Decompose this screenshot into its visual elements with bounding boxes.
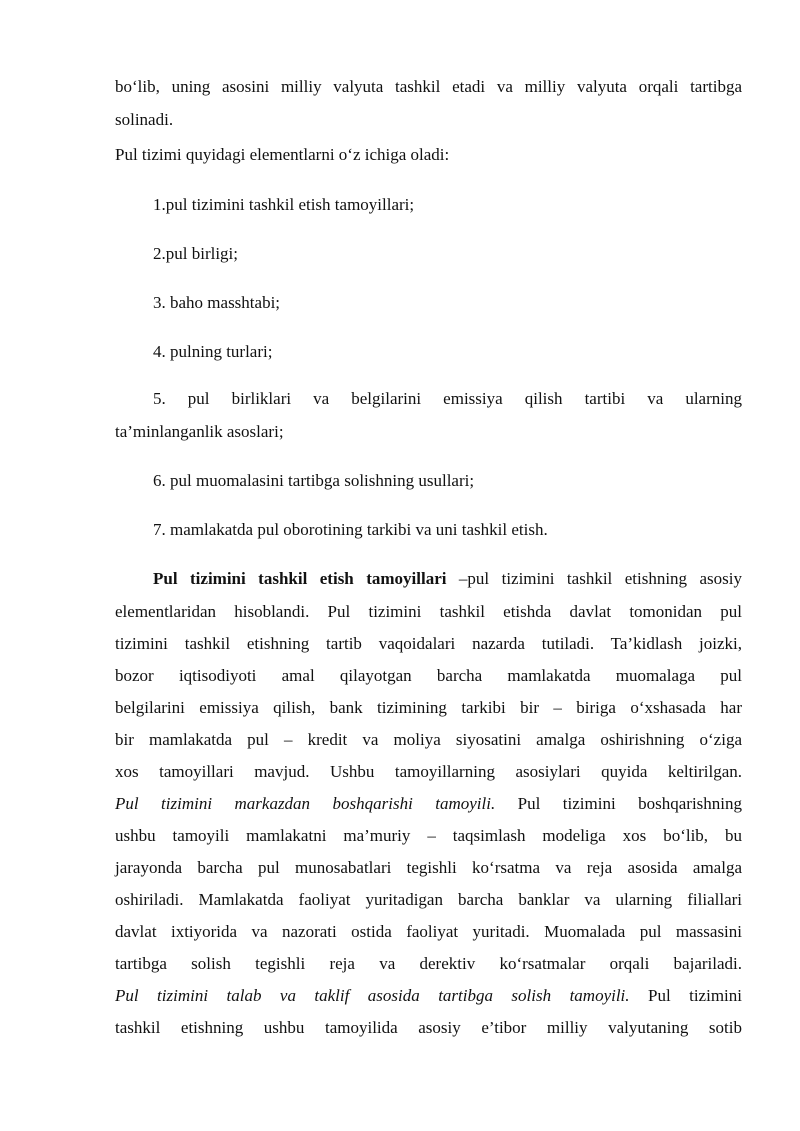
list-item-5-line-1: 5. pul birliklari va belgilarini emissiya qilish tartibi va ularning <box>153 389 742 408</box>
list-item-2: 2.pul birligi; <box>153 244 238 263</box>
paragraph-line-15: tashkil etishning ushbu tamoyilida asosiy e’tibor milliy valyutaning sotib <box>115 1018 742 1037</box>
principle-title-2: Pul tizimini talab va taklif asosida tartibga solish tamoyili. <box>115 986 630 1005</box>
paragraph-line-5: belgilarini emissiya qilish, bank tizimining tarkibi bir – biriga o‘xshasada har <box>115 698 742 717</box>
list-item-4: 4. pulning turlari; <box>153 342 273 361</box>
principle-title-1: Pul tizimini markazdan boshqarishi tamoyili. <box>115 794 496 813</box>
paragraph-line-9: ushbu tamoyili mamlakatni ma’muriy – taqsimlash modeliga xos bo‘lib, bu <box>115 826 742 845</box>
paragraph-line-2: elementlaridan hisoblandi. Pul tizimini tashkil etishda davlat tomonidan pul <box>115 602 742 621</box>
paragraph-line-4: bozor iqtisodiyoti amal qilayotgan barcha mamlakatda muomalaga pul <box>115 666 742 685</box>
paragraph-line-13: tartibga solish tegishli reja va derektiv ko‘rsatmalar orqali bajariladi. <box>115 954 742 973</box>
paragraph-line-14: Pul tizimini talab va taklif asosida tartibga solish tamoyili. Pul tizimini <box>115 986 742 1005</box>
intro-line-1: bo‘lib, uning asosini milliy valyuta tashkil etadi va milliy valyuta orqali tartibga <box>115 77 742 96</box>
paragraph-line-8: Pul tizimini markazdan boshqarishi tamoyili. Pul tizimini boshqarishning <box>115 794 743 813</box>
paragraph-line-7: xos tamoyillari mavjud. Ushbu tamoyillarning asosiylari quyida keltirilgan. <box>115 762 742 781</box>
intro-line-3: Pul tizimi quyidagi elementlarni o‘z ichiga oladi: <box>115 145 450 164</box>
paragraph-line-1: Pul tizimini tashkil etish tamoyillari –pul tizimini tashkil etishning asosiy <box>153 569 742 588</box>
paragraph-line-10: jarayonda barcha pul munosabatlari tegishli ko‘rsatma va reja asosida amalga <box>115 858 742 877</box>
list-item-3: 3. baho masshtabi; <box>153 293 281 312</box>
paragraph-line-11: oshiriladi. Mamlakatda faoliyat yuritadigan barcha banklar va ularning filiallari <box>115 890 742 909</box>
section-heading: Pul tizimini tashkil etish tamoyillari <box>153 569 447 588</box>
paragraph-line-3: tizimini tashkil etishning tartib vaqoidalari nazarda tutiladi. Ta’kidlash joizki, <box>115 634 742 653</box>
list-item-1: 1.pul tizimini tashkil etish tamoyillari; <box>153 195 415 214</box>
list-item-6: 6. pul muomalasini tartibga solishning usullari; <box>153 471 475 490</box>
intro-line-2: solinadi. <box>115 110 174 129</box>
list-item-7: 7. mamlakatda pul oborotining tarkibi va uni tashkil etish. <box>153 520 548 539</box>
paragraph-line-12: davlat ixtiyorida va nazorati ostida faoliyat yuritadi. Muomalada pul massasini <box>115 922 742 941</box>
paragraph-line-6: bir mamlakatda pul – kredit va moliya siyosatini amalga oshirishning o‘ziga <box>115 730 742 749</box>
list-item-5-line-2: ta’minlanganlik asoslari; <box>115 422 284 441</box>
